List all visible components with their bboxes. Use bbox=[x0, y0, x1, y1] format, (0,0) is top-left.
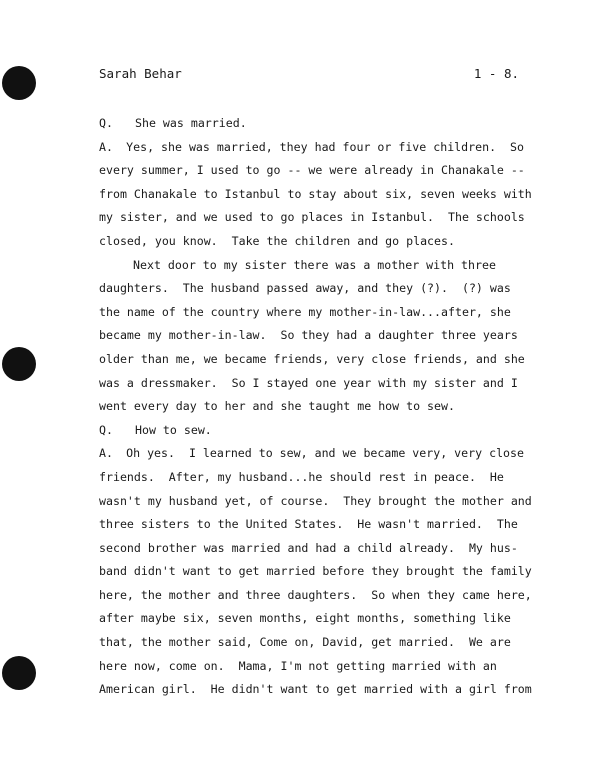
transcript-line bbox=[99, 136, 524, 160]
transcript-line bbox=[99, 560, 532, 584]
line-text: daughters. The husband passed away, and they (?). (?) was bbox=[99, 281, 511, 296]
transcript-line bbox=[99, 442, 524, 466]
line-text: wasn't my husband yet, of course. They brought the mother and bbox=[99, 493, 532, 508]
line-text: was a dressmaker. So I stayed one year with my sister and I bbox=[99, 375, 518, 390]
speaker-label: Q. bbox=[99, 116, 113, 130]
transcript-line bbox=[99, 206, 524, 230]
transcript-line bbox=[99, 466, 524, 490]
transcript-line bbox=[99, 372, 524, 396]
line-text: band didn't want to get married before they brought the family bbox=[99, 564, 532, 579]
page-number: 1 - 8. bbox=[473, 66, 519, 81]
line-text: from Chanakale to Istanbul to stay about six, seven weeks with bbox=[99, 186, 532, 201]
transcript-line bbox=[99, 254, 524, 278]
transcript-line bbox=[99, 230, 524, 254]
speaker-label: A. bbox=[99, 139, 113, 154]
line-text: became my mother-in-law. So they had a daughter three years bbox=[99, 328, 518, 343]
line-text: Next door to my sister there was a mother with three bbox=[133, 257, 496, 272]
transcript-line bbox=[99, 419, 524, 443]
transcript-line bbox=[99, 112, 524, 136]
line-text: closed, you know. Take the children and go places. bbox=[99, 233, 455, 248]
transcript-line bbox=[99, 537, 524, 561]
line-text: She was married. bbox=[135, 116, 247, 130]
transcript-line bbox=[99, 395, 524, 419]
transcript-line bbox=[99, 631, 524, 655]
transcript-line bbox=[99, 607, 524, 631]
binder-hole bbox=[2, 656, 36, 690]
transcript-line bbox=[99, 678, 532, 702]
line-text: my sister, and we used to go places in Istanbul. The schools bbox=[99, 210, 525, 225]
page-header bbox=[99, 66, 519, 82]
line-text: here, the mother and three daughters. So when they came here, bbox=[99, 587, 532, 602]
transcript-line bbox=[99, 324, 524, 348]
line-text: friends. After, my husband...he should rest in peace. He bbox=[99, 469, 504, 484]
line-text: every summer, I used to go -- we were already in Chanakale -- bbox=[99, 163, 525, 178]
transcript-line bbox=[99, 277, 524, 301]
binder-hole bbox=[2, 66, 36, 100]
line-text: American girl. He didn't want to get married with a girl from bbox=[99, 682, 532, 697]
binder-hole bbox=[2, 347, 36, 381]
line-text: here now, come on. Mama, I'm not getting married with an bbox=[99, 658, 497, 673]
line-text: after maybe six, seven months, eight months, something like bbox=[99, 611, 511, 626]
transcript-line bbox=[99, 301, 524, 325]
transcript-line bbox=[99, 183, 532, 207]
transcript-line bbox=[99, 159, 524, 183]
interviewee-name: Sarah Behar bbox=[99, 66, 182, 81]
line-text: Oh yes. I learned to sew, and we became very, very close bbox=[126, 446, 524, 461]
line-text: older than me, we became friends, very close friends, and she bbox=[99, 351, 525, 366]
line-text: went every day to her and she taught me how to sew. bbox=[99, 399, 455, 414]
transcript-line bbox=[99, 584, 532, 608]
transcript-line bbox=[99, 348, 524, 372]
line-text: three sisters to the United States. He wasn't married. The bbox=[99, 517, 518, 532]
line-text: How to sew. bbox=[135, 422, 212, 437]
line-text: Yes, she was married, they had four or five children. So bbox=[126, 139, 524, 154]
transcript-line bbox=[99, 490, 532, 514]
line-text: the name of the country where my mother-in-law...after, she bbox=[99, 304, 511, 319]
transcript-body bbox=[99, 112, 532, 702]
speaker-label: A. bbox=[99, 446, 113, 461]
speaker-label: Q. bbox=[99, 422, 113, 437]
transcript-line bbox=[99, 513, 524, 537]
transcript-line bbox=[99, 655, 524, 679]
line-text: second brother was married and had a child already. My hus- bbox=[99, 540, 518, 555]
line-text: that, the mother said, Come on, David, get married. We are bbox=[99, 635, 511, 650]
